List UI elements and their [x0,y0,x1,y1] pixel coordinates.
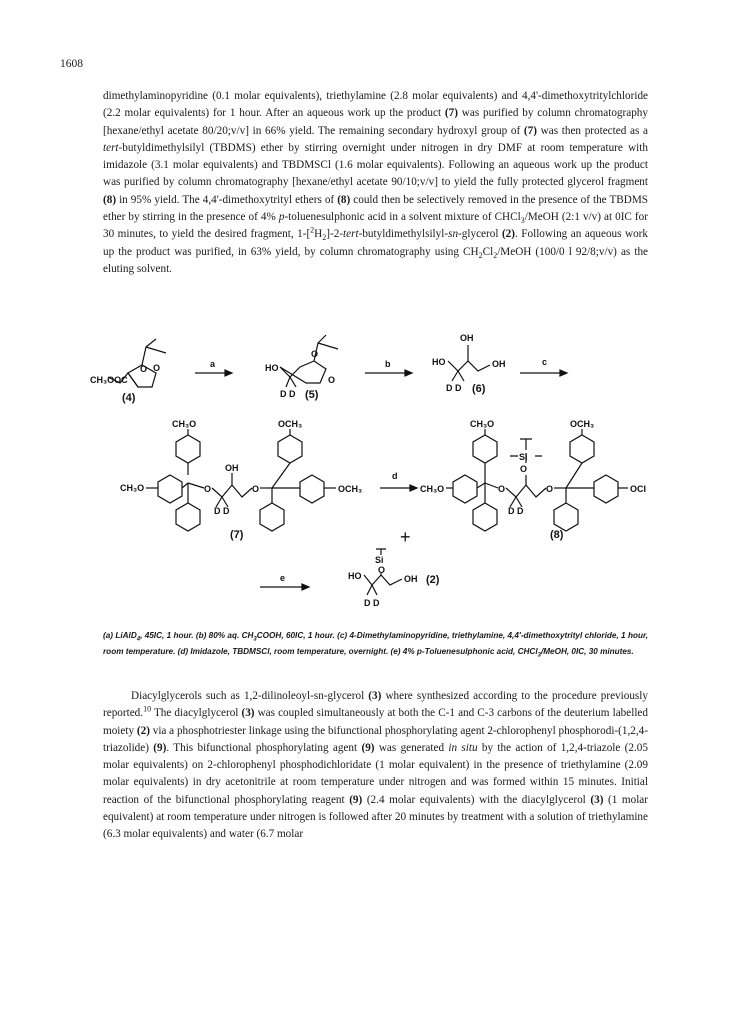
compound-2-label: (2) [426,574,440,586]
ring-o-label: O [546,484,554,494]
silyl-o-label: O [520,464,528,474]
para1-segment: ]-2- [326,228,344,241]
dd-label: D D [214,506,230,516]
para1-segment: -butyldimethylsilyl (TBDMS) ether by stirring overnight under nitrogen in dry DMF at room temperature with imidazole (3.1 molar equivalents) and TBDMSCl (1.6 molar equivalents). Following an aqueous work up the product was purified by column chromatography [hexane/ethyl acetate 90/10;v/v] to yield the fully protected glycerol fragment [103,141,648,189]
para2-segment: The diacylglycerol [151,707,242,720]
plus-sign: + [400,527,411,547]
ring-o-label: O [311,349,319,359]
silyl-o-label: O [378,565,386,575]
compound-5-structure [265,335,338,401]
caption-segment: 3 [537,652,541,659]
ring-o-label: O [204,484,212,494]
compound-6-structure [432,333,506,395]
caption-segment: COOH, 60IC, 1 hour. (c) 4-Dimethylaminopyridine, triethylamine, 4,4'-dimethoxytrityl chloride, 1 hour, room temperature. (d) Imidazole, TBDMSCl, room temperature, overnight. (e) 4% p-Toluenesulphonic acid, CHCl [103,631,648,657]
och3-label: OCH₃ [570,419,595,429]
ch3o-label: CH₃O [172,419,197,429]
ch3o-label: CH₃O [470,419,495,429]
para2-segment: where synthesized according to the procedure previously reported. [103,690,648,720]
para2-segment: (9) [153,741,167,754]
ring-o-label: O [153,363,161,373]
compound-4-label: (4) [122,392,136,404]
para2-segment: was generated [374,741,449,754]
para1-segment: 2 [310,225,315,235]
para2-segment: in situ [448,741,478,754]
caption-segment: (a) LiAlD [103,631,137,640]
arrow-b [365,359,412,376]
para1-segment: dimethylaminopyridine (0.1 molar equivalents), triethylamine (2.8 molar equivalents) and 4,4'-dimethoxytritylchloride (2.2 molar equivalents) for 1 hour. After an aqueous work up the product [103,90,648,120]
para1-segment: 3 [520,216,525,226]
para1-segment: could then be selectively removed in the presence of the TBDMS ether by stirring in the presence of 4% [103,193,648,224]
dd-label: D D [364,598,380,608]
ch3ooc-label: CH₃OOC [90,375,128,385]
para1-segment: (7) [444,107,458,120]
para2-segment: (3) [241,707,255,720]
oh-label: OH [225,463,239,473]
para1-segment: -glycerol [458,228,502,241]
dd-label: D D [508,506,524,516]
compound-8-label: (8) [550,529,564,541]
ring-o-label: O [140,364,148,374]
para2-segment: via a phosphotriester linkage using the bifunctional phosphorylating agent 2-chlorophenyl phosphorodi-(1,2,4-triazolide) [103,724,648,754]
para2-segment: (9) [349,793,363,806]
ho-label: HO [432,357,446,367]
si-label: Si [375,555,384,565]
para2-segment: (9) [361,741,375,754]
para2-segment: . This bifunctional phosphorylating agent [166,741,362,754]
ring-o-label: O [328,375,336,385]
para2-segment: (3) [368,690,382,702]
para2-segment: by the action of 1,2,4-triazole (2.05 molar equivalents) on 2-chlorophenyl phosphodichloridate (1 molar equivalent) in the presence of triethylamine (2.09 molar equivalents) in dry acetonitrile at room temperature under nitrogen and was formed within 15 minutes. Initial reaction of the bifunctional phosphorylating reagent [103,741,648,806]
para1-segment: p [278,211,285,224]
dd-label: D D [446,383,462,393]
arrow-c-label: c [542,357,548,367]
och3-label: OCH₃ [278,419,303,429]
arrow-d [380,471,417,491]
och3-label: OCH₃ [338,484,363,494]
para1-segment: -butyldimethylsilyl- [358,228,449,241]
caption-segment: , 45IC, 1 hour. (b) 80% aq. CH [140,631,254,640]
para1-segment: Cl [482,245,494,258]
arrow-a-label: a [210,359,216,369]
reaction-scheme [80,325,680,615]
para1-segment: (8) [103,193,117,206]
para1-segment: (8) [337,193,351,206]
para1-segment: -toluenesulphonic acid in a solvent mixture of CHCl [284,211,521,224]
para1-segment: was then protected as a [536,124,648,137]
para1-segment: tert [343,228,359,241]
para2-segment: (2.4 molar equivalents) with the diacylglycerol [362,793,591,806]
arrow-b-label: b [385,359,391,369]
oh-label: OH [404,574,418,584]
ho-label: HO [348,571,362,581]
ch3o-label: CH₃O [420,484,445,494]
para2-segment: was coupled simultaneously at both the C-1 and C-3 carbons of the deuterium labelled moiety [103,707,648,737]
para1-segment: 2 [493,250,498,260]
para1-segment: /MeOH (100/0 l 92/8;v/v) as the eluting solvent. [103,245,648,275]
arrow-c [520,357,567,376]
oh-label: OH [492,359,506,369]
caption-segment: 4 [136,636,141,643]
para1-segment: was purified by column chromatography [hexane/ethyl acetate 80/20;v/v] in 66% yield. The remaining secondary hydroxyl group of [103,107,648,137]
och3-truncated-label: OCI [630,484,647,494]
para1-segment: (2) [501,228,515,241]
compound-4-structure [90,339,166,404]
compound-2-structure [348,549,440,608]
compound-8-structure [420,419,646,541]
arrow-e [260,573,309,590]
oh-label: OH [460,333,474,343]
para1-segment: /MeOH (2:1 v/v) at 0IC for 30 minutes, to yield the desired fragment, 1-[ [103,211,648,241]
para1-segment: sn [448,228,459,241]
para1-segment: in 95% yield. The 4,4'-dimethoxytrityl ethers of [116,193,338,206]
arrow-a [195,359,232,376]
para2-segment: Diacylglycerols such as 1,2-dilinoleoyl-sn-glycerol [131,690,369,702]
para2-segment: (3) [590,793,604,806]
compound-5-label: (5) [305,389,319,401]
ch3o-label: CH₃O [120,483,145,493]
para2-segment: 10 [143,704,152,714]
dd-label: D D [280,389,296,399]
si-label: Si [519,452,528,462]
ring-o-label: O [498,484,506,494]
paragraph-synthesis-part1 [103,88,648,278]
compound-7-label: (7) [230,529,244,541]
paragraph-diacylglycerol [103,688,648,844]
ho-label: HO [265,363,279,373]
arrow-d-label: d [392,471,398,481]
page-number: 1608 [60,58,83,70]
para1-segment: 2 [478,250,483,260]
para2-segment: (2) [136,724,150,737]
compound-6-label: (6) [472,383,486,395]
para1-segment: 2 [322,233,327,243]
para1-segment: tert [103,141,119,154]
para1-segment: H [314,228,323,241]
para1-segment: (7) [523,124,537,137]
caption-segment: /MeOH, 0IC, 30 minutes. [540,647,634,657]
para2-segment: (1 molar equivalent) at room temperature under nitrogen is followed after 20 minutes by treatment with a solution of triethylamine (6.3 molar equivalents) and water (6.7 molar [103,793,649,841]
compound-7-structure [120,419,362,541]
scheme-caption [103,630,648,662]
arrow-e-label: e [280,573,286,583]
para1-segment: . Following an aqueous work up the product was purified, in 63% yield, by column chromatography using CH [103,228,648,258]
caption-segment: 3 [253,636,257,643]
ring-o-label: O [252,484,260,494]
